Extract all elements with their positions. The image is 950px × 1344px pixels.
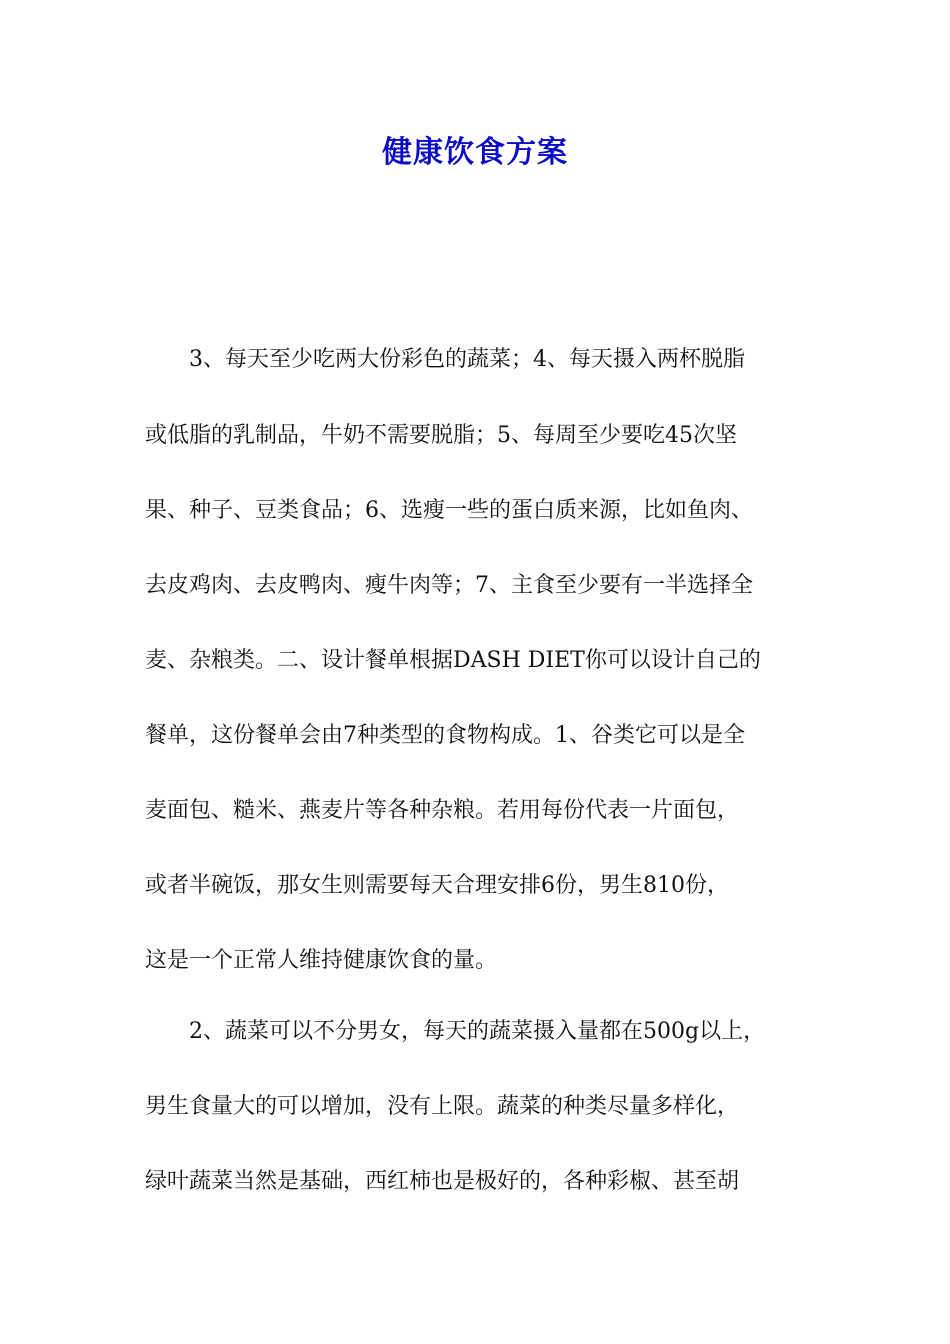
paragraph-line: 这是一个正常人维持健康饮食的量。 [145,948,498,973]
paragraph-line: 麦面包、糙米、燕麦片等各种杂粮。若用每份代表一片面包， [145,798,740,823]
paragraph-line: 或低脂的乳制品，牛奶不需要脱脂；5、每周至少要吃45次坚 [145,423,737,448]
paragraph-line: 麦、杂粮类。二、设计餐单根据DASH DIET你可以设计自己的 [145,648,761,673]
paragraph-line: 果、种子、豆类食品；6、选瘦一些的蛋白质来源，比如鱼肉、 [145,498,753,523]
paragraph-line: 2、蔬菜可以不分男女，每天的蔬菜摄入量都在500g以上， [145,1019,766,1044]
paragraph-line: 餐单，这份餐单会由7种类型的食物构成。1、谷类它可以是全 [145,723,745,748]
document-title: 健康饮食方案 [382,135,568,170]
paragraph-line: 男生食量大的可以增加，没有上限。蔬菜的种类尽量多样化， [145,1094,740,1119]
paragraph-line: 绿叶蔬菜当然是基础，西红柿也是极好的，各种彩椒、甚至胡 [145,1169,740,1194]
paragraph-line: 或者半碗饭，那女生则需要每天合理安排6份，男生810份， [145,873,729,898]
paragraph-line: 去皮鸡肉、去皮鸭肉、瘦牛肉等；7、主食至少要有一半选择全 [145,573,753,598]
paragraph-line: 3、每天至少吃两大份彩色的蔬菜；4、每天摄入两杯脱脂 [145,347,745,372]
